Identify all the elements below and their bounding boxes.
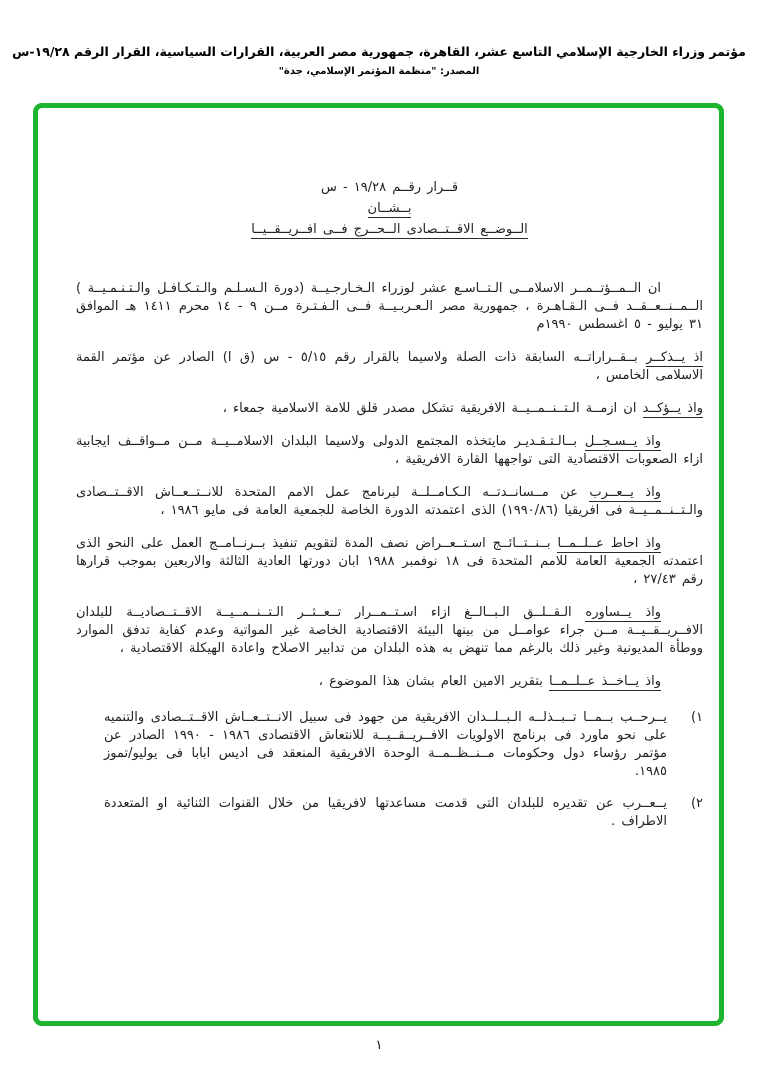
preamble-paragraph-5 xyxy=(76,484,703,520)
paragraph-text: بــالـتـقـديـر مايتخذه المجتمع الدولى ولاسيما البلدان الاسلامــيــة مــن مــواقــف ايجابية ازاء الصعوبات الاقتصادية التى تواجهها القارة الافريقية ، xyxy=(76,434,703,467)
resolution-number: قــرار رقــم ١٩/٢٨ - س xyxy=(320,180,459,195)
resolution-regarding: بــشــان xyxy=(367,201,412,216)
paragraph-text: ان الــمــؤتــمــر الاسلامــى الـتــاسـع عشر لوزراء الـخـارجـيــة (دورة الـسـلـم والـتـكـافـل والـتـنـمـيــة ) الــمــنــعــقــد فــى الـقـاهـرة ، جمهورية مصر الـعـربـيــة فــى الـفـتـرة مــن ٩ - ١٤ محرم ١٤١١ هـ الموافق ٣١ يوليو - ٥ اغسطس ١٩٩٠م xyxy=(76,281,703,332)
paragraph-lead: واذ يــسـجــل xyxy=(584,434,661,449)
preamble-paragraph-1 xyxy=(76,280,703,334)
operative-item-1 xyxy=(76,709,703,781)
paragraph-lead: واذ احاط عــلــمــا xyxy=(557,536,661,551)
document-body xyxy=(76,178,703,845)
paragraph-text: عن مــسانــدتــه الـكـامــلــة لبرنامج عمل الامم المتحدة للانــتــعــاش الاقــتــصادى والـتــنــمــيــة فى افريقيا (١٩٩٠/٨٦) الذى اعتمدته الدورة الخاصة للجمعية العامة فى مايو ١٩٨٦ ، xyxy=(76,485,703,518)
header-source: المصدر: "منظمة المؤتمر الإسلامي، جدة" xyxy=(278,66,480,77)
preamble-paragraph-2 xyxy=(76,349,703,385)
document-header xyxy=(0,44,758,77)
paragraph-lead: واذ يــؤكــد xyxy=(642,401,703,416)
item-number: ١) xyxy=(690,710,703,725)
paragraph-lead: اذ يــذكــر xyxy=(646,350,703,365)
preamble-paragraph-7 xyxy=(76,604,703,658)
paragraph-text: الـقــلــق الـبــالــغ ازاء اسـتــمــرار تــعــثــر الـتــنــمــيــة الاقــتــصاديــة للبلدان الافــريــقــيــة مــن جراء عوامــل من بينها البيئة الاقتصادية الخاصة غير المواتية وعدم كفاية تدفق الموارد ووطأة المديونية وغير ذلك بالرغم مما تنهض به هذه البلدان من تدابير الاصلاح واعادة الهيكلة الاقتصادية ، xyxy=(76,605,703,656)
header-title: مؤتمر وزراء الخارجية الإسلامي التاسع عشر، القاهرة، جمهورية مصر العربية، القرارات السياسية، القرار الرقم ١٩/٢٨-س xyxy=(12,44,746,59)
paragraph-text: بــنــتــائــج اسـتــعــراض نصف المدة لتقويم تنفيذ بــرنــامــج العمل على النحو الذى اعتمدته الجمعية العامة للامم المتحدة فى ١٨ نوفمبر ١٩٨٨ ابان دورتها العادية الثالثة والاربعين بموجب قرارها رقم ٢٧/٤٣ ، xyxy=(76,536,703,587)
document-border-frame xyxy=(33,103,724,1026)
resolution-title xyxy=(76,178,703,240)
preamble-paragraph-6 xyxy=(76,535,703,589)
paragraph-lead: واذ يــاخــذ عــلــمــا xyxy=(548,674,661,689)
item-text: يــرحــب بــمــا تــبــذلــه الـبــلــدان الافريقية من جهود فى سبيل الانــتــعــاش الاقــتــصادى والتنميه على نحو ماورد فى برنامج الاولويات الافــريــقــيــة للانتعاش الاقتصادى ١٩٨٦ - ١٩٩٠ الصادر عن مؤتمر رؤساء دول وحكومات مــنــظــمــة الوحدة الافريقية المنعقد فى اديس ابابا فى يوليو/تموز ١٩٨٥. xyxy=(104,710,667,779)
page-number: ١ xyxy=(375,1038,383,1053)
item-text: يــعــرب عن تقديره للبلدان التى قدمت مساعدتها لافريقيا من خلال القنوات الثنائية او المتعددة الاطراف . xyxy=(104,796,667,829)
preamble-paragraph-4 xyxy=(76,433,703,469)
item-number: ٢) xyxy=(690,796,703,811)
paragraph-text: بتقرير الامين العام بشان هذا الموضوع ، xyxy=(318,674,549,689)
paragraph-lead: واذ يــساوره xyxy=(585,605,661,620)
resolution-subject: الــوضــع الاقــتــصادى الــحــرج فــى افــريــقــيــا xyxy=(251,222,528,237)
preamble-paragraph-3 xyxy=(76,400,703,418)
operative-item-2 xyxy=(76,795,703,831)
paragraph-lead: واذ يــعــرب xyxy=(589,485,661,500)
paragraph-text: بــقــراراتــه السابقة ذات الصلة ولاسيما بالقرار رقم ٥/١٥ - س (ق ا) الصادر عن مؤتمر القمة الاسلامى الخامس ، xyxy=(76,350,703,383)
paragraph-text: ان ازمــة الـتــنــمــيــة الافريقية تشكل مصدر قلق للامة الاسلامية جمعاء ، xyxy=(222,401,643,416)
preamble-paragraph-8 xyxy=(76,673,703,691)
operative-items xyxy=(76,709,703,831)
